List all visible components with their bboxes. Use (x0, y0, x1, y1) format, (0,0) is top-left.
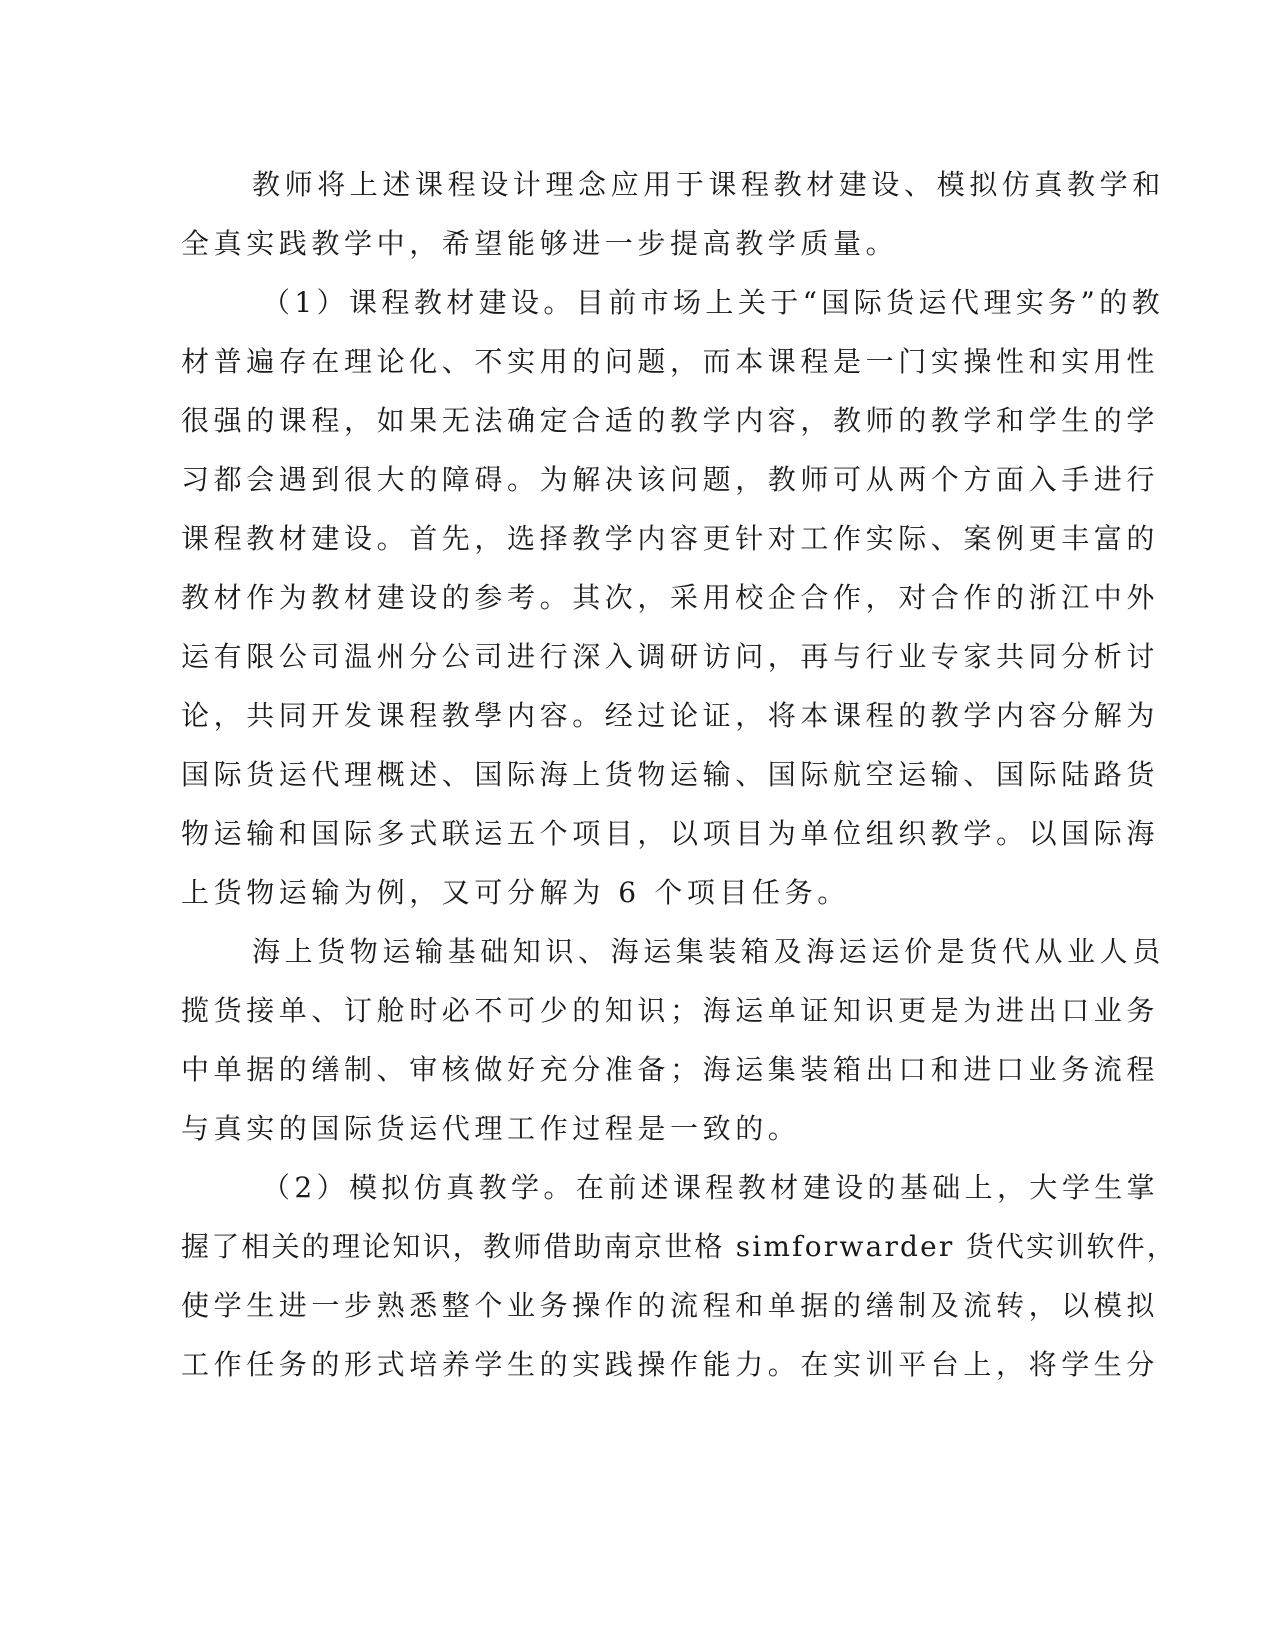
paragraph-line (0, 401, 1275, 441)
paragraph-line (0, 1227, 1275, 1267)
line-text: 全真实践教学中，希望能够进一步提高教学质量。 (181, 227, 899, 260)
paragraph-line (0, 1050, 1275, 1090)
line-text: 很强的课程，如果无法确定合适的教学内容，教师的教学和学生的学 (181, 404, 1160, 437)
line-text: 材普遍存在理论化、不实用的问题，而本课程是一门实操性和实用性 (181, 345, 1160, 378)
line-text: 国际货运代理概述、国际海上货物运输、国际航空运输、国际陆路货 (181, 758, 1160, 791)
paragraph-line (0, 932, 1275, 972)
line-text: 与真实的国际货运代理工作过程是一致的。 (181, 1112, 801, 1145)
paragraph-line (0, 460, 1275, 500)
paragraph-line (0, 814, 1275, 854)
line-text: 运有限公司温州分公司进行深入调研访问，再与行业专家共同分析讨 (181, 640, 1160, 673)
paragraph-line (0, 519, 1275, 559)
paragraph-line (0, 637, 1275, 677)
line-text: 使学生进一步熟悉整个业务操作的流程和单据的缮制及流转，以模拟 (181, 1289, 1160, 1322)
line-text: 习都会遇到很大的障碍。为解决该问题，教师可从两个方面入手进行 (181, 463, 1160, 496)
paragraph-line (0, 224, 1275, 264)
line-text: 课程教材建设。首先，选择教学内容更针对工作实际、案例更丰富的 (181, 522, 1160, 555)
paragraph-line (0, 991, 1275, 1031)
line-text: 揽货接单、订舱时必不可少的知识；海运单证知识更是为进出口业务 (181, 994, 1160, 1027)
paragraph-line (0, 165, 1275, 205)
paragraph-line (0, 873, 1275, 913)
line-text: （2）模拟仿真教学。在前述课程教材建设的基础上，大学生掌 (262, 1171, 1160, 1204)
line-text: 上货物运输为例，又可分解为 6 个项目任务。 (181, 876, 850, 909)
paragraph-line (0, 1109, 1275, 1149)
line-text: 论，共同开发课程教學内容。经过论证，将本课程的教学内容分解为 (181, 699, 1160, 732)
paragraph-line (0, 578, 1275, 618)
line-text: 物运输和国际多式联运五个项目，以项目为单位组织教学。以国际海 (181, 817, 1160, 850)
line-text: 中单据的缮制、审核做好充分准备；海运集装箱出口和进口业务流程 (181, 1053, 1160, 1086)
paragraph-line (0, 1286, 1275, 1326)
paragraph-line (0, 1345, 1275, 1385)
line-text: （1）课程教材建设。目前市场上关于“国际货运代理实务”的教 (262, 286, 1165, 319)
line-text: 教材作为教材建设的参考。其次，采用校企合作，对合作的浙江中外 (181, 581, 1160, 614)
paragraph-line (0, 755, 1275, 795)
paragraph-line (0, 696, 1275, 736)
paragraph-line (0, 1168, 1275, 1208)
line-text: 教师将上述课程设计理念应用于课程教材建设、模拟仿真教学和 (252, 168, 1165, 201)
line-text: 握了相关的理论知识，教师借助南京世格 simforwarder 货代实训软件， (181, 1230, 1178, 1263)
line-text: 工作任务的形式培养学生的实践操作能力。在实训平台上，将学生分 (181, 1348, 1160, 1381)
paragraph-line (0, 342, 1275, 382)
line-text: 海上货物运输基础知识、海运集装箱及海运运价是货代从业人员 (252, 935, 1165, 968)
paragraph-line (0, 283, 1275, 323)
